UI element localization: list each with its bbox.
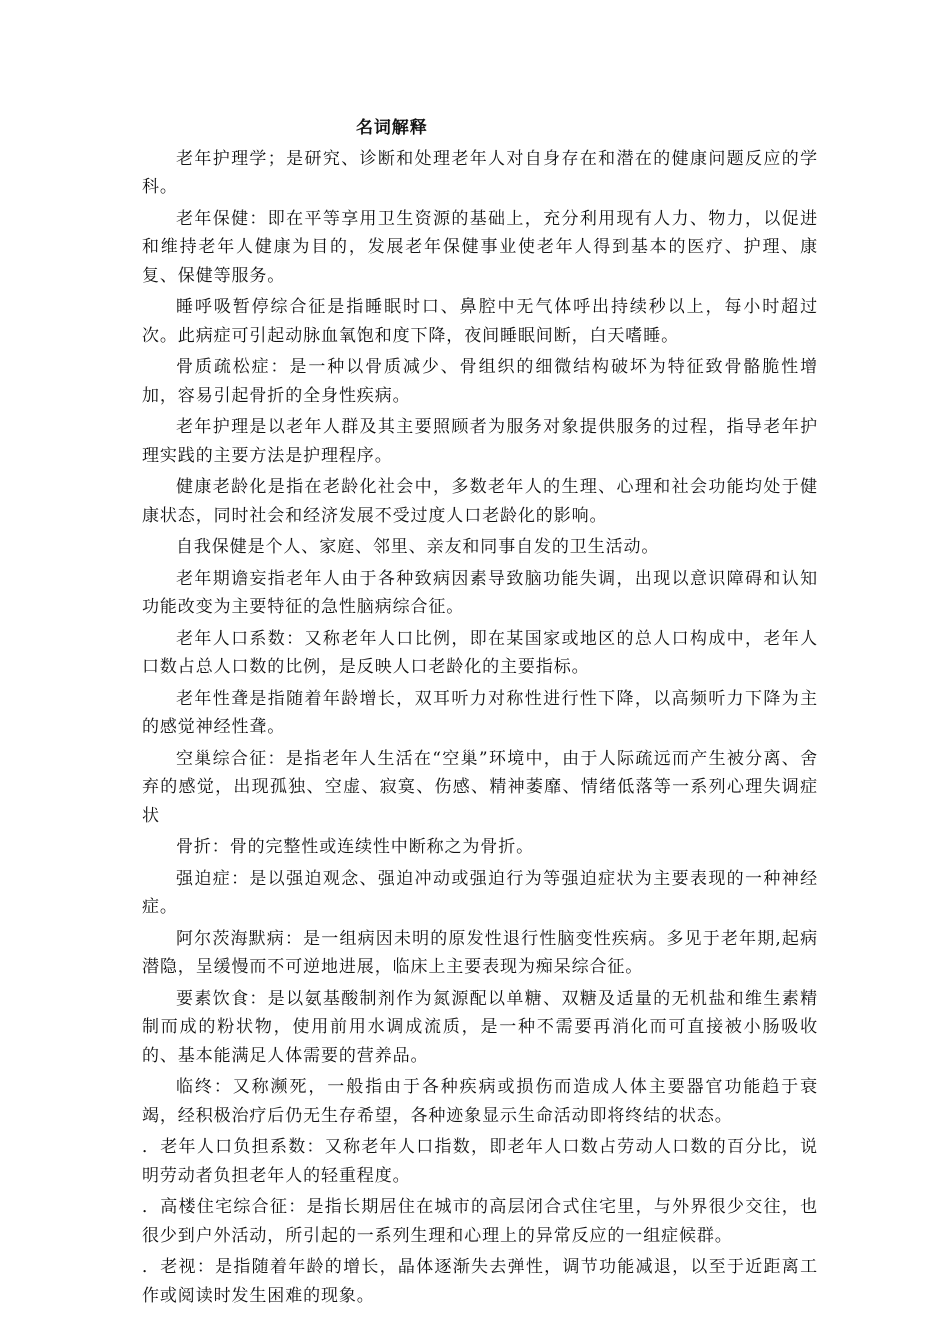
paragraph-elderly-dependency-ratio: ．老年人口负担系数：又称老年人口指数，即老年人口数占劳动人口数的百分比，说明劳动者负担老年人的轻重程度。 — [142, 1137, 818, 1186]
paragraph-sleep-apnea: 睡呼吸暂停综合征是指睡眠时口、鼻腔中无气体呼出持续秒以上，每小时超过次。此病症可引起动脉血氧饱和度下降，夜间睡眠间断，白天嗜睡。 — [142, 297, 818, 346]
paragraph-empty-nest-syndrome: 空巢综合征：是指老年人生活在“空巢”环境中，由于人际疏远而产生被分离、舍弃的感觉，出现孤独、空虚、寂寞、伤感、精神萎靡、情绪低落等一系列心理失调症状 — [142, 748, 818, 826]
paragraph-delirium: 老年期谵妄指老年人由于各种致病因素导致脑功能失调，出现以意识障碍和认知功能改变为主要特征的急性脑病综合征。 — [142, 568, 818, 617]
paragraph-geriatric-nursing: 老年护理是以老年人群及其主要照顾者为服务对象提供服务的过程，指导老年护理实践的主要方法是护理程序。 — [142, 417, 818, 466]
paragraph-healthy-aging: 健康老龄化是指在老龄化社会中，多数老年人的生理、心理和社会功能均处于健康状态，同时社会和经济发展不受过度人口老龄化的影响。 — [142, 477, 818, 526]
paragraph-high-rise-syndrome: ．高楼住宅综合征：是指长期居住在城市的高层闭合式住宅里，与外界很少交往，也很少到户外活动，所引起的一系列生理和心理上的异常反应的一组症候群。 — [142, 1197, 818, 1246]
paragraph-osteoporosis: 骨质疏松症：是一种以骨质减少、骨组织的细微结构破坏为特征致骨骼脆性增加，容易引起骨折的全身性疾病。 — [142, 357, 818, 406]
paragraph-presbyopia: ．老视：是指随着年龄的增长，晶体逐渐失去弹性，调节功能减退，以至于近距离工作或阅读时发生困难的现象。 — [142, 1257, 818, 1306]
paragraph-elemental-diet: 要素饮食：是以氨基酸制剂作为氮源配以单糖、双糖及适量的无机盐和维生素精制而成的粉状物，使用前用水调成流质，是一种不需要再消化而可直接被小肠吸收的、基本能满足人体需要的营养品。 — [142, 988, 818, 1066]
paragraph-presbycusis: 老年性聋是指随着年龄增长，双耳听力对称性进行性下降，以高频听力下降为主的感觉神经性聋。 — [142, 688, 818, 737]
paragraph-ocd: 强迫症：是以强迫观念、强迫冲动或强迫行为等强迫症状为主要表现的一种神经症。 — [142, 868, 818, 917]
paragraph-alzheimers: 阿尔茨海默病：是一组病因未明的原发性退行性脑变性疾病。多见于老年期,起病潜隐，呈缓慢而不可逆地进展，临床上主要表现为痴呆综合征。 — [142, 928, 818, 977]
paragraph-geriatric-nursing-science: 老年护理学；是研究、诊断和处理老年人对自身存在和潜在的健康问题反应的学科。 — [142, 148, 818, 197]
document-body — [142, 114, 818, 1313]
paragraph-dying: 临终：又称濒死，一般指由于各种疾病或损伤而造成人体主要器官功能趋于衰竭，经积极治疗后仍无生存希望，各种迹象显示生命活动即将终结的状态。 — [142, 1077, 818, 1126]
page-title: 名词解释 — [356, 118, 428, 138]
paragraph-elderly-population-coefficient: 老年人口系数：又称老年人口比例，即在某国家或地区的总人口构成中，老年人口数占总人口数的比例，是反映人口老龄化的主要指标。 — [142, 628, 818, 677]
paragraph-self-care: 自我保健是个人、家庭、邻里、亲友和同事自发的卫生活动。 — [176, 537, 660, 557]
paragraph-fracture: 骨折：骨的完整性或连续性中断称之为骨折。 — [176, 837, 534, 857]
paragraph-geriatric-health-care: 老年保健：即在平等享用卫生资源的基础上，充分利用现有人力、物力，以促进和维持老年人健康为目的，发展老年保健事业使老年人得到基本的医疗、护理、康复、保健等服务。 — [142, 208, 818, 286]
